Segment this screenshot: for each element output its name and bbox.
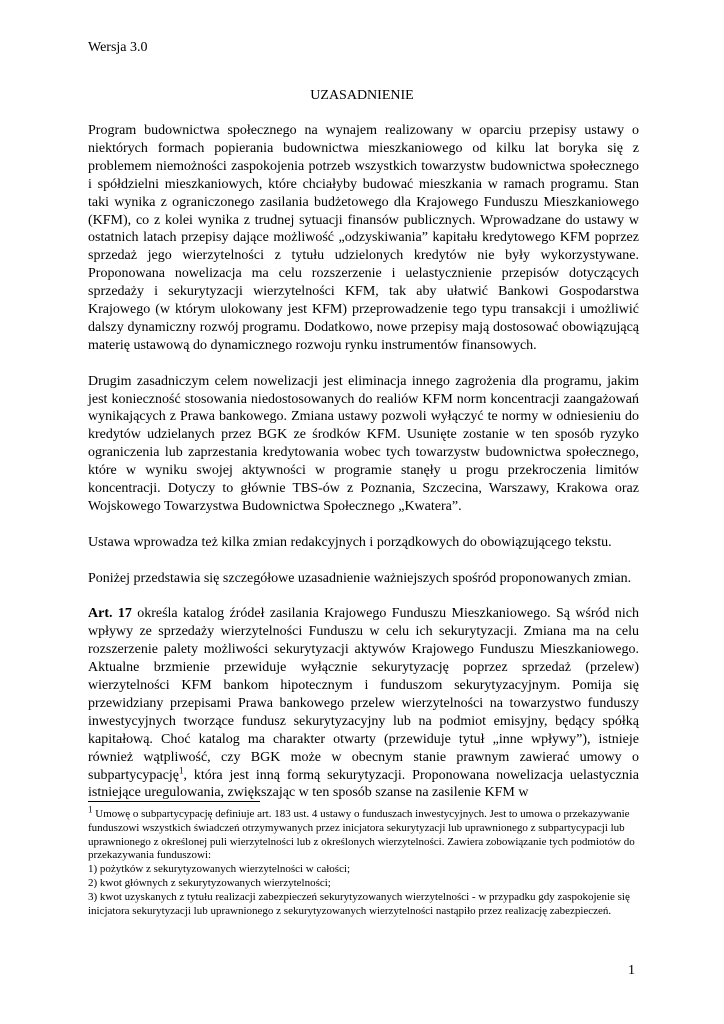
page-number: 1 [628,963,635,978]
footnote-marker: 1 [88,804,93,815]
document-body [88,122,639,820]
document-title: UZASADNIENIE [310,88,414,103]
paragraph-editorial-changes: Ustawa wprowadza też kilka zmian redakcyjnych i porządkowych do obowiązującego tekstu. [88,534,612,550]
footnote-separator [88,801,260,802]
art-17-heading: Art. 17 [88,606,132,622]
paragraph-intro: Program budownictwa społecznego na wynajem realizowany w oparciu przepisy ustawy o niektórych formach popierania budownictwa mieszkaniowego od kilku lat boryka się z problemem niemożności zaspokojenia potrzeb wszystkich towarzystw budownictwa społecznego i spółdzielni mieszkaniowych, które chciałyby budować mieszkania w ramach programu. Stan taki wynika z ograniczonego zasilania budżetowego dla Krajowego Funduszu Mieszkaniowego (KFM), co z kolei wynika z trudnej sytuacji finansów publicznych. Wprowadzane do ustawy w ostatnich latach przepisy dające możliwość „odzyskiwania” kapitału kredytowego KFM poprzez sprzedaż jego wierzytelności z tytułu udzielonych kredytów nie były wykorzystywane. Proponowana nowelizacja ma celu rozszerzenie i uelastycznienie przepisów dotyczących sprzedaży i sekurytyzacji wierzytelności KFM, tak aby ułatwić Bankowi Gospodarstwa Krajowego (w którym ulokowany jest KFM) przeprowadzenie tego typu transakcji i umożliwić dalszy dynamiczny rozwój programu. Dodatkowo, nowe przepisy mają dostosować obowiązującą materię ustawową do dynamicznego rozwoju rynku instrumentów finansowych. [88,123,639,353]
paragraph-art-17 [88,605,639,802]
footnote-item-1: 1) pożytków z sekurytyzowanych wierzytelności w całości; [88,863,351,876]
footnote-definition: Umowę o subpartycypację definiuje art. 183 ust. 4 ustawy o funduszach inwestycyjnych. Jest to umowa o przekazywanie funduszowi wszystkich świadczeń otrzymywanych przez inicjatora sekurytyzacji lub uprawnionego z subpartycypacji lub uprawnionego z określonej puli wierzytelności lub z określonych wierzytelności. Zawiera zobowiązanie tych podmiotów do przekazywania funduszowi: [88,808,635,862]
art-17-text-part2: , która jest inną formą sekurytyzacji. Proponowana nowelizacja uelastycznia istniejące uregulowania, zwiększając w ten sposób szanse na zasilenie KFM w [88,767,639,801]
art-17-text-part1: określa katalog źródeł zasilania Krajowego Funduszu Mieszkaniowego. Są wśród nich wpływy ze sprzedaży wierzytelności Funduszu w celu ich sekurytyzacji. Zmiana ma na celu rozszerzenie palety możliwości sekurytyzacji aktywów Krajowego Funduszu Mieszkaniowego. Aktualne brzmienie przewiduje wyłącznie sekurytyzację poprzez sprzedaż (przelew) wierzytelności KFM bankom hipotecznym i funduszom sekurytyzacyjnym. Pomija się przewidziany przepisami Prawa bankowego przelew wierzytelności na towarzystwo funduszy inwestycyjnych tworzące fundusz sekurytyzacyjny lub na podmiot emisyjny, będący spółką kapitałową. Choć katalog ma charakter otwarty (przewiduje tytuł „inne wpływy”), istnieje również wątpliwość, czy BGK może w obecnym stanie prawnym zawierać umowy o subpartycypację [88,606,639,783]
footnote-text [88,804,636,863]
paragraph-detailed-intro: Poniżej przedstawia się szczegółowe uzasadnienie ważniejszych spośród proponowanych zmian. [88,570,632,586]
footnote [88,804,636,918]
footnote-reference: 1 [178,764,184,775]
footnote-item-3: 3) kwot uzyskanych z tytułu realizacji zabezpieczeń sekurytyzowanych wierzytelności - w przypadku gdy zaspokojenie się inicjatora sekurytyzacji lub uprawnionego z sekurytyzowanych wierzytelności nastąpiło przez realizację zabezpieczeń. [88,890,630,917]
paragraph-second-goal: Drugim zasadniczym celem nowelizacji jest eliminacja innego zagrożenia dla programu, jakim jest konieczność stosowania niedostosowanych do realiów KFM norm koncentracji zaangażowań wynikających z Prawa bankowego. Zmiana ustawy pozwoli wyłączyć te normy w odniesieniu do kredytów udzielanych przez BGK ze środków KFM. Usunięte zostanie w ten sposób ryzyko ograniczenia lub zaprzestania kredytowania wobec tych towarzystw budownictwa społecznego, które w wyniku swojej aktywności w programie stanęły u progu przekroczenia limitów koncentracji. Dotyczy to głównie TBS-ów z Poznania, Szczecina, Warszawy, Krakowa oraz Wojskowego Towarzystwa Budownictwa Społecznego „Kwatera”. [88,373,639,515]
footnote-item-2: 2) kwot głównych z sekurytyzowanych wierzytelności; [88,876,331,889]
version-label: Wersja 3.0 [88,40,148,55]
